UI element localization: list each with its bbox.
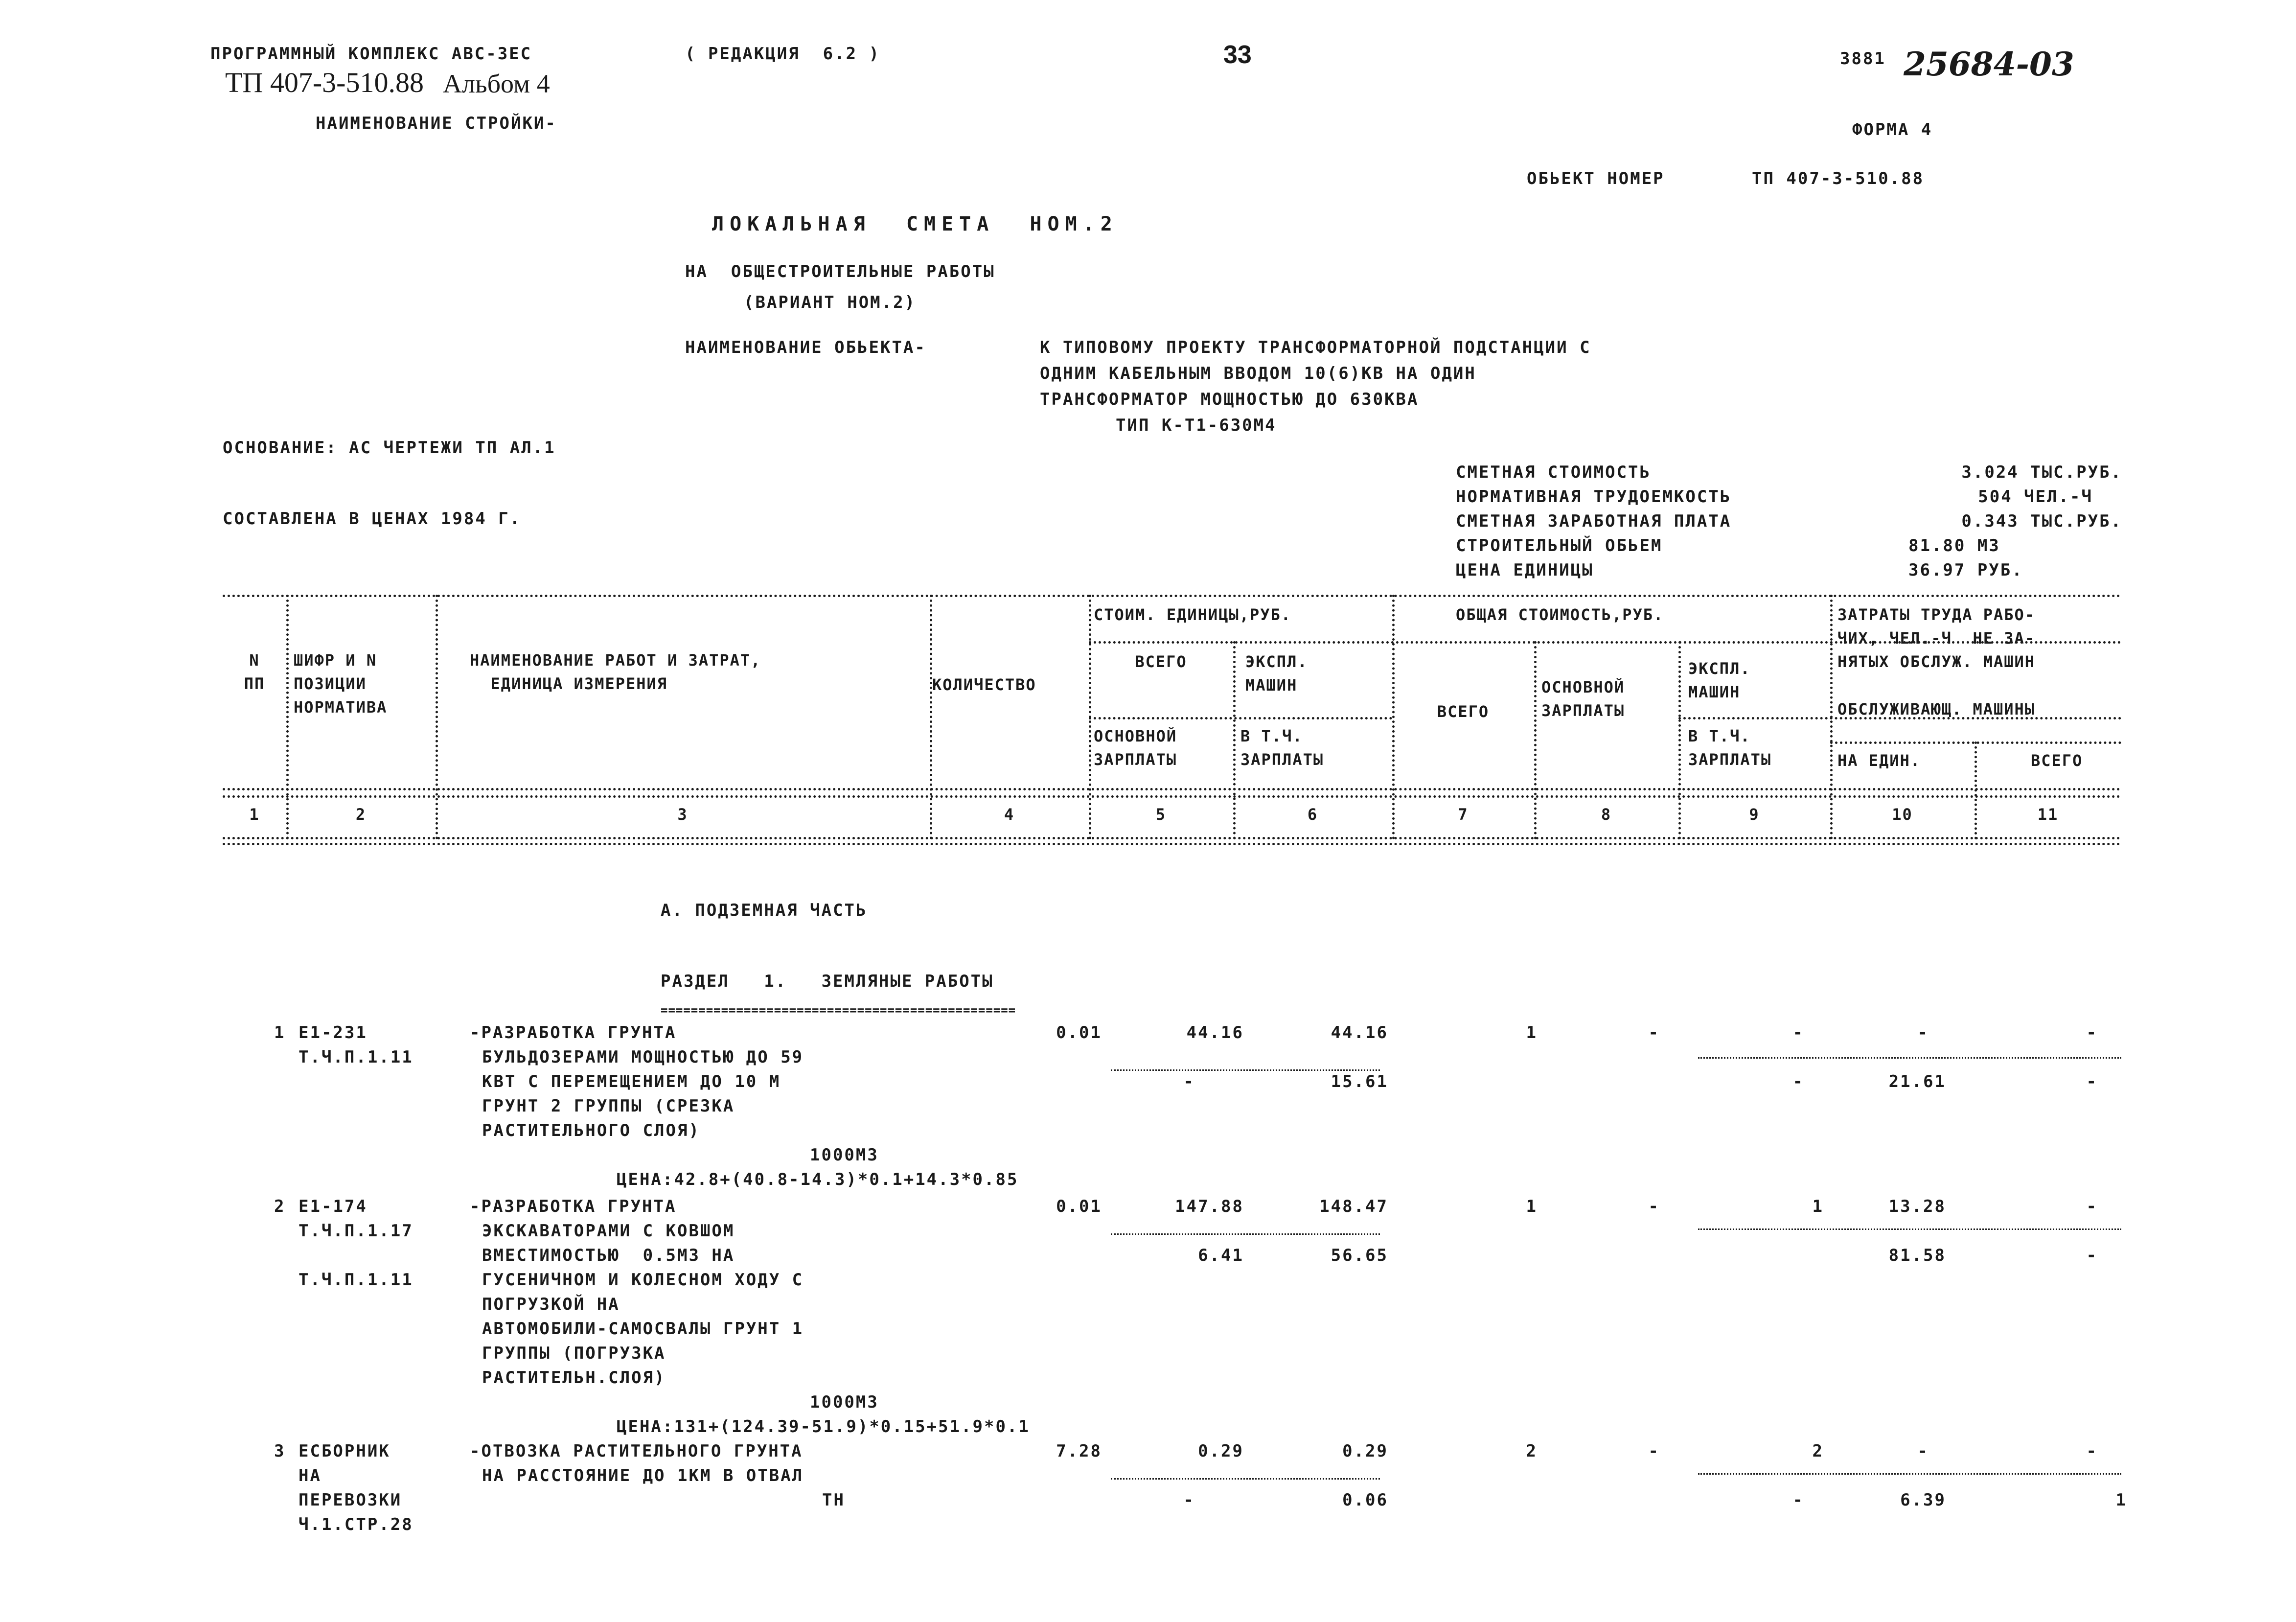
row-code: Е1-231 <box>298 1023 367 1043</box>
row-description: ЭКСКАВАТОРАМИ С КОВШОМ <box>482 1221 735 1241</box>
col-header-total-mach: ЭКСПЛ. МАШИН <box>1688 659 1751 701</box>
row-labor-unit: 13.28 <box>1888 1197 1946 1216</box>
row-labor-total: - <box>2086 1441 2098 1461</box>
row-description: ГУСЕНИЧНОМ И КОЛЕСНОМ ХОДУ С <box>482 1270 804 1290</box>
row-total-incl: - <box>1792 1072 1804 1091</box>
inventory-number: 25684-03 <box>1904 45 2074 83</box>
row-unit-incl: 56.65 <box>1331 1246 1388 1265</box>
col-header-labor: ЗАТРАТЫ ТРУДА РАБО- ЧИХ, ЧЕЛ.-Ч НЕ ЗА- НЯТЫХ ОБСЛУЖ. МАШИН <box>1837 605 2036 671</box>
summary-value: 0.343 ТЫС.РУБ. <box>1961 511 2122 531</box>
header-top-rule <box>223 595 2121 597</box>
row-unit-basic: - <box>1183 1072 1195 1091</box>
program-name: ПРОГРАММНЫЙ КОМПЛЕКС АВС-3ЕС <box>210 44 532 64</box>
row-unit-total: 0.29 <box>1198 1441 1244 1461</box>
cell-rule <box>1111 1233 1380 1235</box>
row-code: Е1-174 <box>298 1197 367 1216</box>
header-bottom-rule <box>223 788 2121 790</box>
row-total-basic: - <box>1648 1197 1660 1216</box>
row-unit: 1000М3 <box>810 1392 879 1412</box>
row-description: -РАЗРАБОТКА ГРУНТА <box>470 1197 677 1216</box>
row-code: ЕСБОРНИК <box>298 1441 390 1461</box>
col-number: 9 <box>1749 805 1760 824</box>
object-name-line-4: ТИП К-Т1-630М4 <box>1116 416 1277 435</box>
summary-label: ЦЕНА ЕДИНИЦЫ <box>1456 560 1594 580</box>
row-code: ПЕРЕВОЗКИ <box>298 1490 402 1510</box>
row-description: -ОТВОЗКА РАСТИТЕЛЬНОГО ГРУНТА <box>470 1441 803 1461</box>
cell-rule <box>1111 1478 1380 1480</box>
col-number: 8 <box>1601 805 1612 824</box>
row-number: 1 <box>274 1023 286 1043</box>
col-number: 3 <box>677 805 688 824</box>
row-unit-mach: 148.47 <box>1319 1197 1388 1216</box>
row-unit-basic: - <box>1183 1490 1195 1510</box>
header-sub-rule <box>1089 717 1392 719</box>
work-type: НА ОБЩЕСТРОИТЕЛЬНЫЕ РАБОТЫ <box>685 262 995 281</box>
col-number: 4 <box>1004 805 1015 824</box>
numbers-rule <box>223 843 2121 845</box>
row-labor-unit-mach: 81.58 <box>1888 1246 1946 1265</box>
row-labor-unit: - <box>1917 1023 1929 1043</box>
object-number-value: ТП 407-3-510.88 <box>1752 169 1925 188</box>
section-title: РАЗДЕЛ 1. ЗЕМЛЯНЫЕ РАБОТЫ <box>661 972 994 991</box>
section-underline: =============================================== <box>661 1003 1016 1017</box>
row-labor-total: - <box>2086 1023 2098 1043</box>
row-unit-total: 147.88 <box>1175 1197 1244 1216</box>
construction-name-label: НАИМЕНОВАНИЕ СТРОЙКИ- <box>316 114 557 133</box>
row-total: 1 <box>1526 1023 1538 1043</box>
col-header-unit-total: ВСЕГО <box>1135 652 1187 671</box>
row-price-formula: ЦЕНА:42.8+(40.8-14.3)*0.1+14.3*0.85 <box>617 1170 1019 1189</box>
row-labor-unit: - <box>1917 1441 1929 1461</box>
row-description: БУЛЬДОЗЕРАМИ МОЩНОСТЬЮ ДО 59 <box>482 1047 804 1067</box>
price-base: СОСТАВЛЕНА В ЦЕНАХ 1984 Г. <box>223 509 522 529</box>
col-header-description: НАИМЕНОВАНИЕ РАБОТ И ЗАТРАТ, ЕДИНИЦА ИЗМЕРЕНИЯ <box>470 651 761 693</box>
summary-label: СМЕТНАЯ СТОИМОСТЬ <box>1456 463 1651 482</box>
row-code: Т.Ч.П.1.11 <box>298 1047 413 1067</box>
album-label: Альбом 4 <box>443 69 550 98</box>
cell-rule <box>1698 1228 2121 1230</box>
col-header-n: N ПП <box>244 651 265 693</box>
col-header-quantity: КОЛИЧЕСТВО <box>932 675 1036 694</box>
row-description: ВМЕСТИМОСТЬЮ 0.5М3 НА <box>482 1246 735 1265</box>
row-description: РАСТИТЕЛЬН.СЛОЯ) <box>482 1368 666 1388</box>
object-name-label: НАИМЕНОВАНИЕ ОБЬЕКТА- <box>685 338 926 357</box>
col-header-total-all: ВСЕГО <box>1437 702 1490 721</box>
row-unit-mach: 0.29 <box>1342 1441 1388 1461</box>
col-header-unit-basic: ОСНОВНОЙ ЗАРПЛАТЫ <box>1094 727 1177 769</box>
col-header-unit-cost: СТОИМ. ЕДИНИЦЫ,РУБ. <box>1094 605 1292 624</box>
cell-rule <box>1698 1057 2121 1059</box>
row-labor-total: - <box>2086 1197 2098 1216</box>
row-quantity: 7.28 <box>1056 1441 1102 1461</box>
row-code: Т.Ч.П.1.17 <box>298 1221 413 1241</box>
row-total: 2 <box>1526 1441 1538 1461</box>
summary-label: СМЕТНАЯ ЗАРАБОТНАЯ ПЛАТА <box>1456 511 1732 531</box>
row-unit-incl: 0.06 <box>1342 1490 1388 1510</box>
row-labor-total-mach: - <box>2086 1246 2098 1265</box>
row-total-incl: - <box>1792 1490 1804 1510</box>
row-description: КВТ С ПЕРЕМЕЩЕНИЕМ ДО 10 М <box>482 1072 781 1091</box>
row-code: Т.Ч.П.1.11 <box>298 1270 413 1290</box>
col-header-total-basic: ОСНОВНОЙ ЗАРПЛАТЫ <box>1541 678 1625 720</box>
basis: ОСНОВАНИЕ: АС ЧЕРТЕЖИ ТП АЛ.1 <box>223 438 556 458</box>
col-number: 1 <box>249 805 260 824</box>
summary-value: 36.97 РУБ. <box>1908 560 2023 580</box>
row-unit: 1000М3 <box>810 1145 879 1165</box>
object-number-label: ОБЬЕКТ НОМЕР <box>1527 169 1665 188</box>
row-unit-incl: 15.61 <box>1331 1072 1388 1091</box>
row-total-mach: 2 <box>1812 1441 1824 1461</box>
page-number: 33 <box>1223 41 1252 69</box>
row-labor-total-mach: - <box>2086 1072 2098 1091</box>
row-total: 1 <box>1526 1197 1538 1216</box>
col-number: 6 <box>1307 805 1318 824</box>
part-title: А. ПОДЗЕМНАЯ ЧАСТЬ <box>661 901 868 920</box>
document-title: ЛОКАЛЬНАЯ СМЕТА НОМ.2 <box>712 213 1118 235</box>
row-total-mach: 1 <box>1812 1197 1824 1216</box>
row-quantity: 0.01 <box>1056 1023 1102 1043</box>
object-name-line-2: ОДНИМ КАБЕЛЬНЫМ ВВОДОМ 10(6)КВ НА ОДИН <box>1040 364 1476 383</box>
row-description: АВТОМОБИЛИ-САМОСВАЛЫ ГРУНТ 1 <box>482 1319 804 1339</box>
row-unit-total: 44.16 <box>1186 1023 1244 1043</box>
row-labor-unit-mach: 6.39 <box>1900 1490 1946 1510</box>
col-number: 2 <box>355 805 367 824</box>
row-price-formula: ЦЕНА:131+(124.39-51.9)*0.15+51.9*0.1 <box>617 1417 1030 1437</box>
object-name-line-3: ТРАНСФОРМАТОР МОЩНОСТЬЮ ДО 630КВА <box>1040 390 1419 409</box>
summary-value: 81.80 М3 <box>1908 536 2000 556</box>
col-header-labor-unit: НА ЕДИН. <box>1837 751 1921 770</box>
project-code: ТП 407-3-510.88 <box>225 67 424 98</box>
row-unit-mach: 44.16 <box>1331 1023 1388 1043</box>
row-code: НА <box>298 1466 321 1485</box>
row-description: ГРУППЫ (ПОГРУЗКА <box>482 1344 666 1363</box>
row-total-basic: - <box>1648 1441 1660 1461</box>
row-quantity: 0.01 <box>1056 1197 1102 1216</box>
row-labor-unit-mach: 21.61 <box>1888 1072 1946 1091</box>
col-number: 10 <box>1892 805 1913 824</box>
col-number: 5 <box>1155 805 1167 824</box>
cell-rule <box>1698 1473 2121 1475</box>
row-number: 2 <box>274 1197 286 1216</box>
summary-label: НОРМАТИВНАЯ ТРУДОЕМКОСТЬ <box>1456 487 1732 507</box>
row-number: 3 <box>274 1441 286 1461</box>
row-total-mach: - <box>1792 1023 1804 1043</box>
header-bottom-rule <box>223 795 2121 798</box>
col-header-unit-mach: ЭКСПЛ. МАШИН <box>1245 652 1308 695</box>
row-description: ПОГРУЗКОЙ НА <box>482 1295 620 1314</box>
edition: ( РЕДАКЦИЯ 6.2 ) <box>685 44 880 64</box>
col-number: 11 <box>2037 805 2059 824</box>
col-header-labor-mach: ОБСЛУЖИВАЮЩ. МАШИНЫ <box>1837 700 2036 718</box>
row-total-basic: - <box>1648 1023 1660 1043</box>
col-header-total-incl: В Т.Ч. ЗАРПЛАТЫ <box>1688 727 1772 769</box>
summary-label: СТРОИТЕЛЬНЫЙ ОБЬЕМ <box>1456 536 1663 556</box>
row-unit: ТН <box>822 1490 845 1510</box>
summary-value: 3.024 ТЫС.РУБ. <box>1961 463 2122 482</box>
numbers-rule <box>223 837 2121 839</box>
row-description: -РАЗРАБОТКА ГРУНТА <box>470 1023 677 1043</box>
object-name-line-1: К ТИПОВОМУ ПРОЕКТУ ТРАНСФОРМАТОРНОЙ ПОДСТАНЦИИ С <box>1040 338 1591 357</box>
row-description: ГРУНТ 2 ГРУППЫ (СРЕЗКА <box>482 1096 735 1116</box>
row-description: РАСТИТЕЛЬНОГО СЛОЯ) <box>482 1121 700 1140</box>
row-labor-total-mach: 1 <box>2115 1490 2127 1510</box>
col-header-total-cost: ОБЩАЯ СТОИМОСТЬ,РУБ. <box>1456 605 1664 624</box>
row-code: Ч.1.СТР.28 <box>298 1515 413 1534</box>
form-label: ФОРМА 4 <box>1852 120 1933 139</box>
col-header-code: ШИФР И N ПОЗИЦИИ НОРМАТИВА <box>294 651 388 717</box>
col-header-unit-incl: В Т.Ч. ЗАРПЛАТЫ <box>1240 727 1324 769</box>
row-unit-basic: 6.41 <box>1198 1246 1244 1265</box>
inventory-prefix: 3881 <box>1840 49 1886 69</box>
cell-rule <box>1111 1069 1380 1071</box>
row-description: НА РАССТОЯНИЕ ДО 1КМ В ОТВАЛ <box>482 1466 804 1485</box>
variant: (ВАРИАНТ НОМ.2) <box>744 293 917 312</box>
col-number: 7 <box>1458 805 1469 824</box>
col-header-labor-total: ВСЕГО <box>2031 751 2083 770</box>
summary-value: 504 ЧЕЛ.-Ч <box>1978 487 2093 507</box>
